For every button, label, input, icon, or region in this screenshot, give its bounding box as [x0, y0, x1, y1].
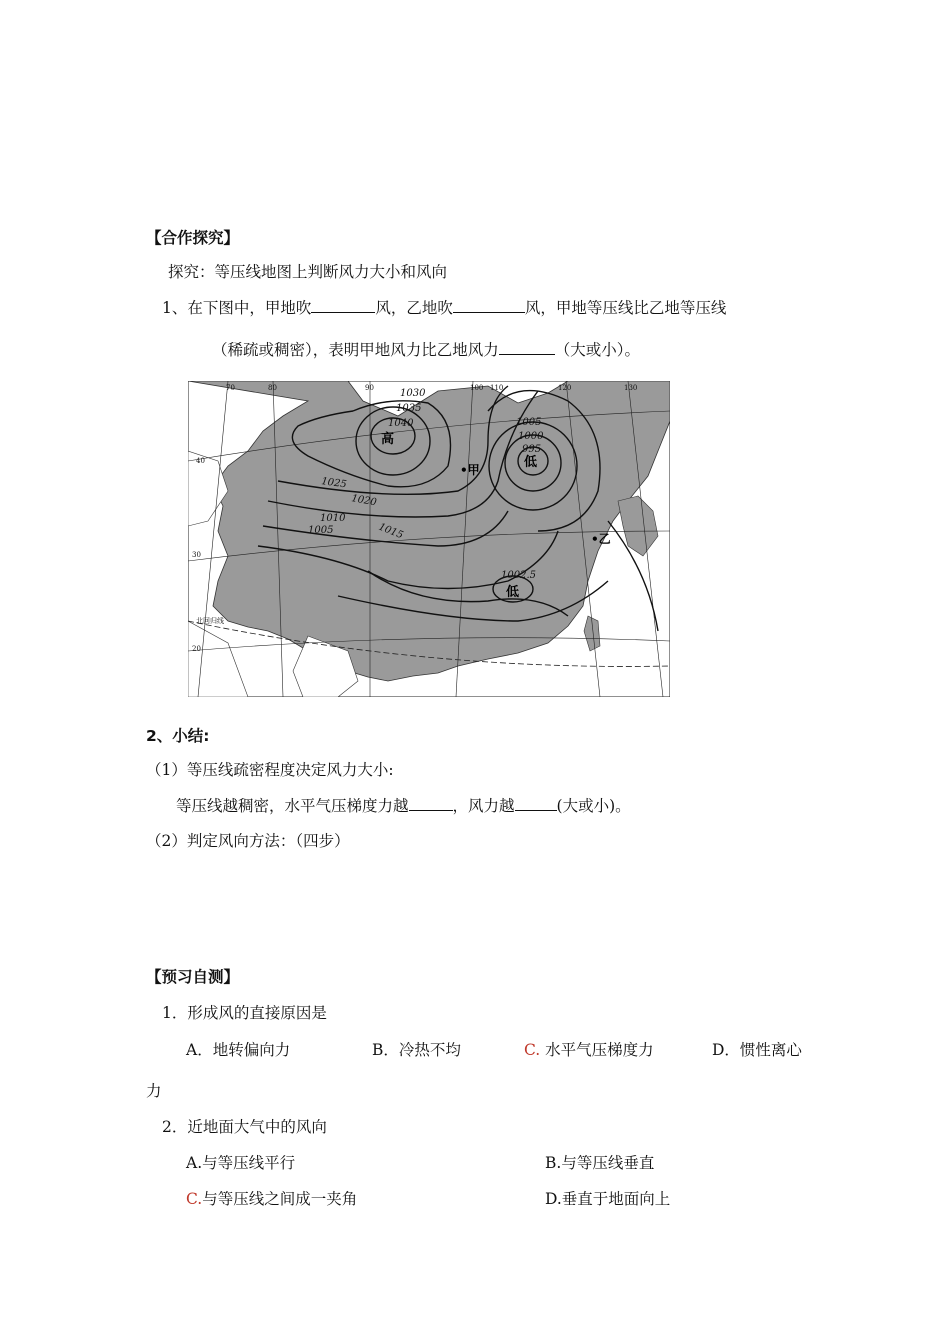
section-heading-cooperative: 【合作探究】 [146, 229, 240, 247]
low-pressure-label-south: 低 [506, 585, 520, 600]
q1-option-d-wrap: 力 [146, 1082, 162, 1100]
q1-option-c[interactable] [524, 1040, 654, 1060]
q1-blank-yi-wind[interactable] [453, 298, 525, 313]
section-heading-pretest: 【预习自测】 [146, 968, 240, 986]
isobar-label-1010: 1010 [320, 513, 346, 524]
q1-option-d[interactable]: D．惯性离心 [712, 1041, 802, 1059]
summary-text-c: (大或小)。 [556, 797, 631, 815]
lon-label-100: 100 [470, 384, 484, 392]
high-pressure-label: 高 [381, 432, 395, 447]
isobar-label-1025: 1025 [320, 476, 348, 491]
isobar-label-1035: 1035 [396, 403, 422, 414]
q1-option-b[interactable]: B．冷热不均 [372, 1041, 461, 1059]
question-1-line-2 [212, 340, 640, 360]
isobar-label-995: 995 [522, 444, 542, 455]
isobar-label-1002-5: 1002.5 [501, 570, 536, 581]
q2-option-b[interactable]: B.与等压线垂直 [545, 1154, 655, 1172]
summary-blank-wind[interactable] [515, 796, 557, 811]
isobar-label-1020: 1020 [350, 493, 378, 509]
q1-option-c-letter: C. [524, 1041, 541, 1059]
summary-point-1-body [176, 796, 631, 816]
q1-text-part3: 风，甲地等压线比乙地等压线 [524, 299, 727, 317]
q2-option-c-text: 与等压线之间成一夹角 [202, 1190, 358, 1208]
tropic-label: 北回归线 [196, 617, 224, 625]
q1-text-part5: （大或小）。 [554, 341, 641, 359]
q2-option-c[interactable] [186, 1189, 357, 1209]
q1-option-a[interactable]: A．地转偏向力 [186, 1041, 291, 1059]
lat-label-20: 20 [192, 645, 201, 653]
isobar-label-1005-west: 1005 [308, 525, 334, 536]
lat-label-30: 30 [192, 551, 201, 559]
summary-text-a: 等压线越稠密，水平气压梯度力越 [176, 797, 409, 815]
low-pressure-label-north: 低 [524, 455, 538, 470]
q2-option-a[interactable]: A.与等压线平行 [186, 1154, 296, 1172]
lon-label-130: 130 [624, 384, 638, 392]
q1-option-c-text: 水平气压梯度力 [545, 1041, 654, 1059]
lon-label-70: 70 [226, 384, 235, 392]
place-jia: •甲 [460, 463, 480, 477]
lon-label-110: 110 [490, 384, 504, 392]
q1-text-part2: 风，乙地吹 [375, 299, 453, 317]
isobar-map [188, 381, 670, 697]
isobar-label-1040: 1040 [388, 418, 414, 429]
q1-text-part1: 1、在下图中，甲地吹 [162, 299, 312, 317]
isobar-label-1005-east: 1005 [516, 417, 542, 428]
lat-label-40: 40 [196, 457, 205, 465]
q2-option-c-letter: C. [186, 1190, 203, 1208]
explore-title: 探究：等压线地图上判断风力大小和风向 [168, 263, 448, 281]
q1-blank-jia-wind[interactable] [311, 298, 375, 313]
lon-label-90: 90 [365, 384, 374, 392]
summary-point-2: （2）判定风向方法：（四步） [146, 832, 350, 850]
isobar-label-1015: 1015 [376, 521, 405, 542]
place-yi: •乙 [591, 532, 611, 546]
pretest-q2-stem: 2．近地面大气中的风向 [162, 1118, 327, 1136]
summary-blank-force[interactable] [409, 796, 453, 811]
lon-label-80: 80 [268, 384, 277, 392]
summary-heading: 2、小结: [146, 727, 210, 745]
summary-text-b: ，风力越 [452, 797, 515, 815]
isobar-label-1000: 1000 [518, 431, 544, 442]
pretest-q1-options [0, 1040, 950, 1062]
isobar-label-1030: 1030 [400, 388, 426, 399]
lon-label-120: 120 [558, 384, 572, 392]
q2-option-d[interactable]: D.垂直于地面向上 [545, 1190, 671, 1208]
summary-point-1: （1）等压线疏密程度决定风力大小: [146, 761, 394, 779]
q1-blank-wind-force[interactable] [499, 340, 555, 355]
pretest-q1-stem: 1．形成风的直接原因是 [162, 1004, 327, 1022]
question-1-line-1 [162, 298, 726, 318]
q1-text-part4: （稀疏或稠密），表明甲地风力比乙地风力 [212, 341, 499, 359]
